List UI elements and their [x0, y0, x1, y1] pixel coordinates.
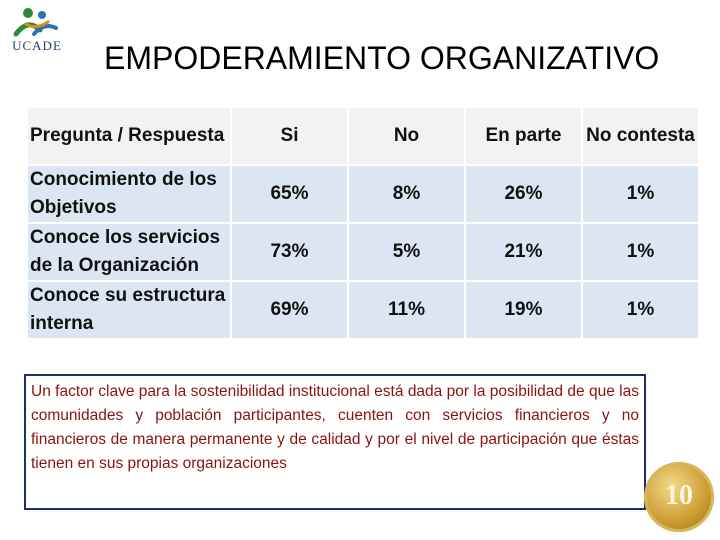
column-header-no-contesta: No contesta: [583, 108, 698, 164]
table-row: [28, 166, 698, 222]
value-cell-si: 65%: [232, 166, 347, 222]
table-row: [28, 224, 698, 280]
column-header-en-parte: En parte: [466, 108, 581, 164]
value-cell-no: 8%: [349, 166, 464, 222]
question-cell: Conoce su estructura interna: [28, 282, 230, 338]
value-cell-no-contesta: 1%: [583, 166, 698, 222]
column-header-si: Si: [232, 108, 347, 164]
survey-table: [26, 106, 700, 340]
value-cell-si: 69%: [232, 282, 347, 338]
value-cell-no: 11%: [349, 282, 464, 338]
value-cell-si: 73%: [232, 224, 347, 280]
column-header-no: No: [349, 108, 464, 164]
value-cell-no: 5%: [349, 224, 464, 280]
value-cell-en-parte: 26%: [466, 166, 581, 222]
question-cell: Conocimiento de los Objetivos: [28, 166, 230, 222]
organization-logo: [4, 4, 70, 60]
conclusion-text-box: Un factor clave para la sostenibilidad institucional está dada por la posibilidad de que las comunidades y población participantes, cuenten con servicios financieros y no financieros de manera permanente y de calidad y por el nivel de participación que éstas tienen en sus propias organizaciones: [24, 374, 646, 510]
value-cell-en-parte: 21%: [466, 224, 581, 280]
logo-figures-icon: [4, 4, 70, 38]
table-header-row: [28, 108, 698, 164]
column-header-question: Pregunta / Respuesta: [28, 108, 230, 164]
anniversary-seal: [644, 462, 714, 532]
question-cell: Conoce los servicios de la Organización: [28, 224, 230, 280]
logo-text: UCADE: [12, 38, 62, 53]
page-title: EMPODERAMIENTO ORGANIZATIVO: [104, 40, 660, 76]
value-cell-no-contesta: 1%: [583, 282, 698, 338]
anniversary-number: 10: [665, 480, 693, 511]
value-cell-en-parte: 19%: [466, 282, 581, 338]
value-cell-no-contesta: 1%: [583, 224, 698, 280]
table-row: [28, 282, 698, 338]
